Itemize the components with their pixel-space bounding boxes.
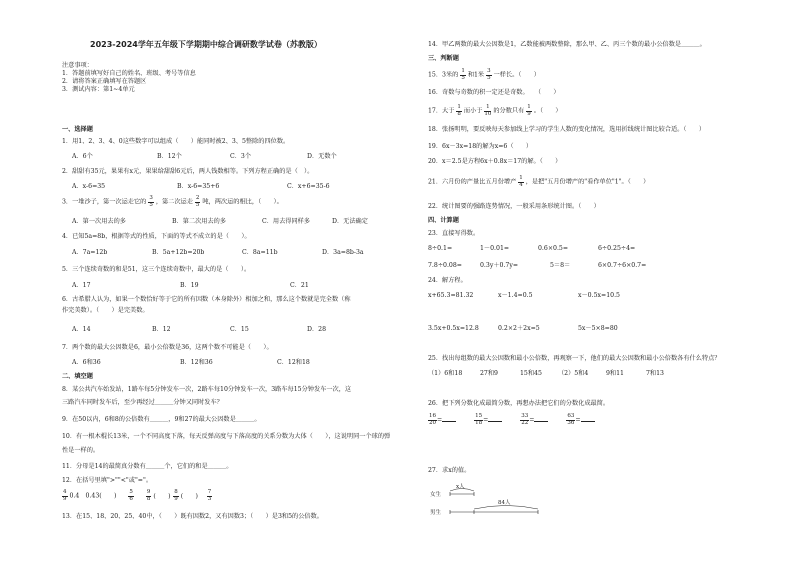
- fraction: $\frac{9}{8}$: [146, 489, 151, 502]
- question-11: 11．分母是14的最简真分数有＿＿＿个，它们的和是＿＿＿。: [62, 463, 233, 470]
- section-judge: 三、判断题: [428, 55, 459, 62]
- number-pair: （2）5和4: [558, 370, 589, 377]
- question-10-line1: 10．有一根木棍长13米，一个不同高度下落，每天反弹高度与下落高度的关系分数为大体（ ），这说明同一个球的弹: [62, 433, 391, 440]
- question-1: 1．用1、2、3、4、0这些数字可以组成（ ）能同时被2、3、5整除的四位数。: [62, 138, 290, 145]
- question-21: 21．六月份的产量比五月份增产 $\frac{1}{4}$ ，是把"五月份增产的"看作单位"1"。（ ）: [428, 175, 650, 188]
- equation: 5x－5×8=80: [578, 325, 618, 332]
- diagram-label-84: 84人: [498, 500, 511, 506]
- question-5: 5．三个连续奇数的和是51，这三个连续奇数中，最大的是（ ）。: [62, 266, 251, 273]
- question-24: 24．解方程。: [428, 277, 467, 284]
- option: C．21: [290, 282, 309, 289]
- option: B．12: [152, 326, 171, 333]
- option: C．用去得同样多: [262, 218, 311, 225]
- option: A．17: [72, 282, 91, 289]
- question-6-line1: 6．古希腊人认为，如果一个数恰好等于它的所有因数（本身除外）相加之和，那么这个数就是完全数（称: [62, 296, 351, 303]
- calc-item: 6÷0.25÷4=: [598, 245, 636, 252]
- section-choice: 一、选择题: [62, 126, 93, 133]
- calc-item: 1－0.01=: [480, 245, 510, 252]
- fraction-row: $\frac{16}{20}$ = $\frac{15}{18}$ = $\frac{33}{22}$ = $\frac{63}{36}$ =: [428, 414, 595, 426]
- diagram-label-girls: 女生: [430, 492, 442, 498]
- equation: 3.5x+0.5x=12.8: [428, 325, 479, 332]
- question-3: 3．一堆沙子，第一次运走它的 $\frac{3}{5}$ ，第二次运走 $\frac{2}{5}$ 吨，两次运的相比，（ ）。: [62, 195, 283, 208]
- fraction: $\frac{5}{6}$: [129, 489, 133, 502]
- diagram-label-x: x人: [456, 484, 465, 490]
- question-13: 13．在15、18、20、25、40中，（ ）既有因数2，又有因数3；（ ）是3和5的公倍数。: [62, 513, 323, 520]
- question-4: 4．已知5a=8b，根据等式的性质，下面的等式不成立的是（ ）。: [62, 233, 251, 240]
- fraction: $\frac{63}{36}$: [567, 413, 575, 426]
- fraction: $\frac{33}{22}$: [521, 413, 529, 426]
- section-fill: 二、填空题: [62, 373, 93, 380]
- calc-item: 5＝8＝: [550, 262, 571, 269]
- equation: x+65.3=81.32: [428, 292, 474, 299]
- option: A．x-6=35: [72, 183, 106, 190]
- question-22: 22．统计图要的强路连势情况，一般采用条形统计图。（ ）: [428, 203, 600, 210]
- number-pair: 7和13: [646, 370, 664, 377]
- equation: x－0.5x=10.5: [578, 292, 620, 299]
- option: C．8a=11b: [242, 249, 278, 256]
- option: A．7a=12b: [72, 249, 108, 256]
- question-27: 27．求x的值。: [428, 467, 471, 474]
- question-25: 25．找出每组数的最大公因数和最小公倍数，再观察一下，他们的最大公因数和最小公倍数各有什么特点？: [428, 355, 721, 362]
- question-8-line2: 三路汽车同时发车后，至少再经过＿＿＿分钟又同时发车？: [62, 399, 223, 406]
- fraction: $\frac{1}{9}$: [527, 104, 531, 117]
- fraction: $\frac{4}{9}$: [63, 489, 67, 502]
- option: A．6个: [72, 153, 93, 160]
- question-10-line2: 性是一样的。: [62, 447, 100, 454]
- question-16: 16．奇数与奇数的积一定还是奇数。 （ ）: [428, 89, 560, 96]
- option: B．x-6=35+6: [177, 183, 220, 190]
- fraction: $\frac{1}{4}$: [519, 175, 523, 188]
- fraction: $\frac{1}{10}$: [484, 104, 492, 117]
- equation: x－1.4=0.5: [498, 292, 533, 299]
- question-12: 12．在括号里填">""<"或"="。: [62, 477, 153, 484]
- calc-item: 0.6×0.5=: [538, 245, 569, 252]
- option: B．5a+12b=20b: [152, 249, 205, 256]
- calc-item: 6×0.7÷6×0.7=: [598, 262, 647, 269]
- option: D．无法确定: [332, 218, 368, 225]
- option: C．x+6=35-6: [287, 183, 330, 190]
- question-15: 15．3米的 $\frac{1}{5}$ 和1米 $\frac{3}{5}$ 一样长。（ ）: [428, 68, 540, 81]
- fraction: $\frac{3}{5}$: [487, 68, 491, 81]
- note-item: 2．请将答案正确填写在答题区: [62, 78, 147, 85]
- equation: 0.2×2＋2x=5: [498, 325, 540, 332]
- line-segment-diagram: [428, 482, 558, 522]
- number-pair: 9和11: [606, 370, 624, 377]
- fraction: $\frac{2}{5}$: [195, 195, 200, 208]
- number-pair: 15和45: [520, 370, 542, 377]
- question-12-items: $\frac{4}{9}$ 0.4 0.43( ) $\frac{5}{6}$ $\frac{9}{8}$ ( ) $\frac{8}{9}$ ( ) $\frac{7}{3}$: [63, 489, 212, 502]
- note-item: 3．测试内容：第1~4单元: [62, 86, 135, 93]
- option: D．无数个: [307, 153, 337, 160]
- calc-item: 0.3y＋0.7y=: [480, 262, 519, 269]
- option: D．3a=8b-3a: [322, 249, 364, 256]
- page-title: 2023-2024学年五年级下学期期中综合调研数学试卷（苏教版）: [90, 40, 322, 49]
- question-9: 9．在50以内，6和8的公倍数有＿＿＿，9和27的最大公因数是＿＿＿。: [62, 416, 261, 423]
- question-26: 26．把下列分数化成最简分数，再想办法把它们的分数化成最简。: [428, 400, 610, 407]
- calc-item: 8÷0.1=: [428, 245, 453, 252]
- number-pair: （1）6和18: [428, 370, 463, 377]
- notes-header: 注意事项：: [62, 62, 93, 69]
- option: C．15: [230, 326, 249, 333]
- question-2: 2．甜甜有35元，果果有x元，果果给甜甜6元后，两人钱数相等。下列方程正确的是（ ）。: [62, 168, 314, 175]
- option: B．12和36: [180, 359, 213, 366]
- question-19: 19．6x－3x=18的解为x=6（ ）: [428, 143, 533, 150]
- option: B．12个: [157, 153, 182, 160]
- fraction: $\frac{15}{18}$: [475, 413, 483, 426]
- question-7: 7．两个数的最大公因数是6，最小公倍数是36，这两个数不可能是（ ）。: [62, 344, 273, 351]
- diagram-label-boys: 男生: [430, 510, 442, 516]
- option: A．14: [72, 326, 91, 333]
- fraction: $\frac{8}{9}$: [174, 489, 178, 502]
- calc-item: 7.8÷0.08=: [428, 262, 462, 269]
- question-14: 14．甲乙两数的最大公因数是1，乙数能被两数整除，那么甲、乙、丙三个数的最小公倍数是＿＿＿。: [428, 41, 706, 48]
- question-8-line1: 8．某公共汽车始发站，1路车每5分钟发车一次，2路车每10分钟发车一次，3路车每15分钟发车一次，这: [62, 386, 352, 393]
- question-20: 20．x＝2.5是方程6x＋0.8x＝17的解。（ ）: [428, 158, 562, 165]
- note-item: 1．答题前填写好自己的姓名、班级、考号等信息: [62, 70, 196, 77]
- number-pair: 27和9: [480, 370, 498, 377]
- option: C．3个: [230, 153, 252, 160]
- option: A．6和36: [72, 359, 101, 366]
- fraction: $\frac{3}{5}$: [149, 195, 153, 208]
- fraction: $\frac{16}{20}$: [429, 413, 436, 426]
- question-6-line2: 作完美数）。（ ）是完美数。: [62, 307, 149, 314]
- fraction: $\frac{1}{8}$: [457, 104, 461, 117]
- option: B．19: [180, 282, 199, 289]
- question-17: 17．大于 $\frac{1}{8}$ 而小于 $\frac{1}{10}$ 的分数只有 $\frac{1}{9}$ 。（ ）: [428, 104, 562, 117]
- option: B．第二次用去的多: [172, 218, 227, 225]
- fraction: $\frac{1}{5}$: [461, 68, 465, 81]
- question-23: 23．直接写得数。: [428, 230, 480, 237]
- section-calc: 四、计算题: [428, 217, 459, 224]
- question-18: 18．张扬明明，要反映每天参加线上学习的学生人数的变化情况，选用折线统计图比较合适。（ ）: [428, 126, 706, 133]
- fraction: $\frac{7}{3}$: [207, 489, 212, 502]
- option: D．28: [307, 326, 327, 333]
- option: A．第一次用去的多: [72, 218, 126, 225]
- option: C．12和18: [277, 359, 310, 366]
